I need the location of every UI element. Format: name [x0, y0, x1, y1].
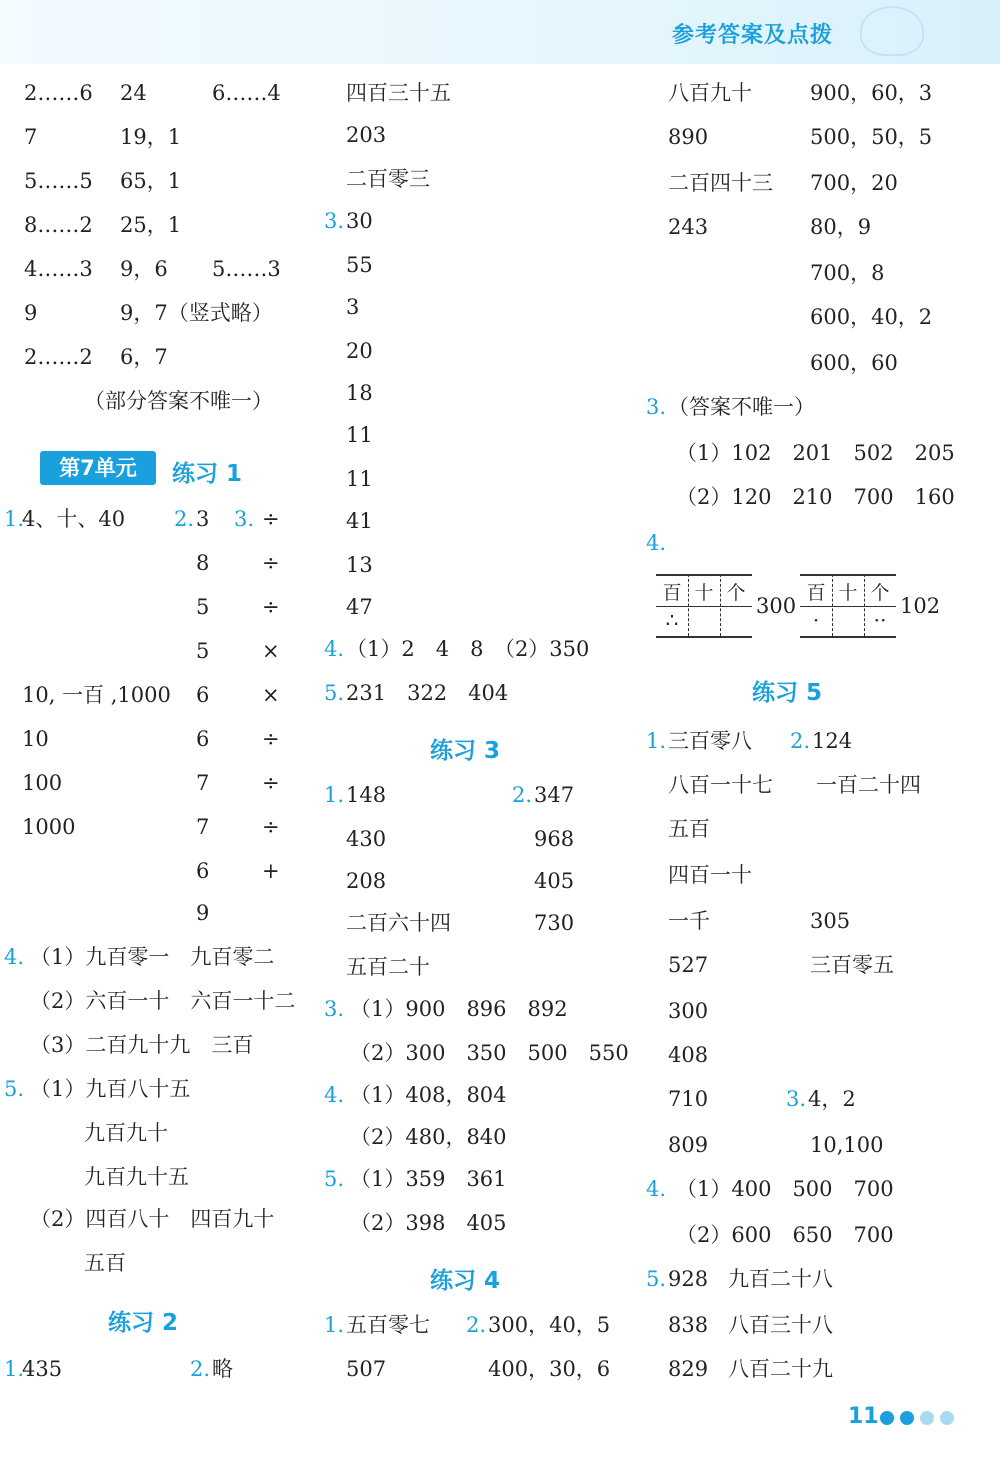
text-line: 65，1 — [120, 169, 182, 193]
text-line: 347 — [534, 783, 575, 807]
text-line: 5……3 — [212, 257, 281, 281]
question-number: 1. — [324, 1313, 345, 1337]
text-line: （1）2 4 8 （2）350 — [346, 637, 590, 661]
text-line: ÷ — [262, 507, 280, 531]
text-line: 4、十、40 — [22, 507, 126, 531]
text-line: 507 — [346, 1357, 387, 1381]
text-line: 500，50，5 — [810, 125, 933, 149]
text-line: 809 — [668, 1133, 709, 1157]
chart-rule — [800, 606, 896, 607]
question-number: 2. — [466, 1313, 487, 1337]
place-value-chart — [800, 574, 896, 638]
text-line: 243 — [668, 215, 709, 239]
text-line: （1）九百零一 九百零二 — [30, 945, 275, 969]
text-line: 100 — [22, 771, 63, 795]
page-header — [0, 0, 1000, 64]
text-line: 890 — [668, 125, 709, 149]
text-line: 九百九十 — [84, 1121, 168, 1145]
text-line: 730 — [534, 911, 575, 935]
text-line: 五百二十 — [346, 955, 430, 979]
question-number: 2. — [190, 1357, 211, 1381]
question-number: 1. — [4, 1357, 25, 1381]
place-value-answer: 300 — [756, 594, 797, 618]
text-line: 41 — [346, 509, 373, 533]
footer-dot — [920, 1411, 934, 1425]
footer-dot — [940, 1411, 954, 1425]
place-value-chart — [656, 574, 752, 638]
text-line: 408 — [668, 1043, 709, 1067]
text-line: 8 — [196, 551, 210, 575]
text-line: ÷ — [262, 551, 280, 575]
page-number: 11 — [848, 1404, 879, 1429]
text-line: 700，20 — [810, 171, 898, 195]
unit-badge: 第7单元 — [40, 451, 156, 485]
section-title-ex3: 练习 3 — [430, 738, 501, 764]
text-line: 四百一十 — [668, 863, 752, 887]
text-line: × — [262, 639, 280, 663]
header-decoration — [860, 6, 924, 56]
question-number: 5. — [324, 681, 345, 705]
text-line: 148 — [346, 783, 387, 807]
text-line: 五百 — [668, 817, 710, 841]
text-line: 二百六十四 — [346, 911, 451, 935]
place-value-answer: 102 — [900, 594, 941, 618]
text-line: （2）四百八十 四百九十 — [30, 1207, 275, 1231]
section-title-ex2: 练习 2 — [108, 1310, 179, 1336]
tens-header: 十 — [694, 582, 714, 604]
question-number: 1. — [4, 507, 25, 531]
question-number: 4. — [646, 531, 667, 555]
text-line: 一百二十四 — [816, 773, 921, 797]
text-line: 9，7（竖式略） — [120, 301, 273, 325]
text-line: 203 — [346, 123, 387, 147]
ones-header: 个 — [726, 582, 746, 604]
text-line: 47 — [346, 595, 373, 619]
question-number: 4. — [324, 1083, 345, 1107]
footer-dot — [900, 1411, 914, 1425]
text-line: 5 — [196, 639, 210, 663]
text-line: 25，1 — [120, 213, 182, 237]
text-line: 9 — [24, 301, 38, 325]
text-line: 四百三十五 — [346, 81, 451, 105]
text-line: 18 — [346, 381, 373, 405]
text-line: （答案不唯一） — [668, 395, 815, 419]
text-line: 124 — [812, 729, 853, 753]
chart-rule — [656, 606, 752, 607]
text-line: 八百一十七 — [668, 773, 773, 797]
text-line: （1）408，804 — [350, 1083, 507, 1107]
text-line: 400，30，6 — [488, 1357, 611, 1381]
question-number: 2. — [174, 507, 195, 531]
hundreds-header: 百 — [662, 582, 682, 604]
text-line: 208 — [346, 869, 387, 893]
text-line: 20 — [346, 339, 373, 363]
text-line: 11 — [346, 467, 373, 491]
text-line: 9 — [196, 901, 210, 925]
text-line: ÷ — [262, 771, 280, 795]
text-line: （1）359 361 — [350, 1167, 507, 1191]
question-number: 3. — [786, 1087, 807, 1111]
question-number: 3. — [234, 507, 255, 531]
hundreds-header: 百 — [806, 582, 826, 604]
text-line: 3 — [196, 507, 210, 531]
chart-rule — [656, 574, 752, 576]
text-line: （2）480，840 — [350, 1125, 507, 1149]
question-number: 3. — [646, 395, 667, 419]
text-line: （1）九百八十五 — [30, 1077, 191, 1101]
question-number: 5. — [324, 1167, 345, 1191]
text-line: 6 — [196, 727, 210, 751]
footer-dot — [880, 1411, 894, 1425]
text-line: （2）六百一十 六百一十二 — [30, 989, 296, 1013]
text-line: 3 — [346, 295, 360, 319]
text-line: 19，1 — [120, 125, 182, 149]
question-number: 4. — [4, 945, 25, 969]
text-line: （1）400 500 700 — [676, 1177, 894, 1201]
text-line: 5……5 — [24, 169, 93, 193]
text-line: 435 — [22, 1357, 63, 1381]
text-line: 300 — [668, 999, 709, 1023]
question-number: 3. — [324, 209, 345, 233]
text-line: 一千 — [668, 909, 710, 933]
question-number: 1. — [324, 783, 345, 807]
text-line: 略 — [212, 1357, 233, 1381]
section-title-ex4: 练习 4 — [430, 1268, 501, 1294]
text-line: 80，9 — [810, 215, 872, 239]
text-line: 10,100 — [810, 1133, 884, 1157]
text-line: ÷ — [262, 727, 280, 751]
question-number: 5. — [4, 1077, 25, 1101]
text-line: 305 — [810, 909, 851, 933]
text-line: 八百二十九 — [728, 1357, 833, 1381]
text-line: × — [262, 683, 280, 707]
text-line: 6，7 — [120, 345, 168, 369]
text-line: 6 — [196, 859, 210, 883]
chart-rule — [800, 574, 896, 576]
text-line: （1）102 201 502 205 — [676, 441, 955, 465]
text-line: （2）300 350 500 550 — [350, 1041, 629, 1065]
text-line: + — [262, 859, 280, 883]
text-line: 2……6 — [24, 81, 93, 105]
text-line: 五百 — [84, 1251, 126, 1275]
section-title-ex5: 练习 5 — [752, 680, 823, 706]
text-line: 三百零五 — [810, 953, 894, 977]
question-number: 1. — [646, 729, 667, 753]
text-line: 231 322 404 — [346, 681, 509, 705]
text-line: 527 — [668, 953, 709, 977]
question-number: 5. — [646, 1267, 667, 1291]
text-line: 55 — [346, 253, 373, 277]
text-line: （2）120 210 700 160 — [676, 485, 955, 509]
tens-header: 十 — [838, 582, 858, 604]
text-line: 八百三十八 — [728, 1313, 833, 1337]
text-line: 2……2 — [24, 345, 93, 369]
text-line: 968 — [534, 827, 575, 851]
text-line: （1）900 896 892 — [350, 997, 568, 1021]
text-line: ÷ — [262, 815, 280, 839]
text-line: （2）398 405 — [350, 1211, 507, 1235]
text-line: 710 — [668, 1087, 709, 1111]
text-line: 430 — [346, 827, 387, 851]
text-line: 10 — [22, 727, 49, 751]
text-line: 三百零八 — [668, 729, 752, 753]
text-line: 11 — [346, 423, 373, 447]
text-line: 二百四十三 — [668, 171, 773, 195]
ones-header: 个 — [870, 582, 890, 604]
section-title-ex1: 练习 1 — [172, 461, 243, 487]
text-line: 7 — [24, 125, 38, 149]
text-line: 九百二十八 — [728, 1267, 833, 1291]
text-line: 829 — [668, 1357, 709, 1381]
text-line: 600，60 — [810, 351, 898, 375]
text-line: 928 — [668, 1267, 709, 1291]
text-line: （3）二百九十九 三百 — [30, 1033, 254, 1057]
question-number: 3. — [324, 997, 345, 1021]
question-number: 2. — [512, 783, 533, 807]
text-line: 5 — [196, 595, 210, 619]
text-line: 7 — [196, 815, 210, 839]
text-line: 24 — [120, 81, 147, 105]
text-line: 6 — [196, 683, 210, 707]
bead-dots: · — [812, 608, 820, 632]
text-line: 4……3 — [24, 257, 93, 281]
bead-dots: ∴ — [665, 608, 679, 632]
text-line: 300，40，5 — [488, 1313, 611, 1337]
text-line: 二百零三 — [346, 167, 430, 191]
header-title: 参考答案及点拨 — [672, 23, 834, 48]
text-line: 6……4 — [212, 81, 281, 105]
text-line: （部分答案不唯一） — [84, 389, 273, 413]
text-line: 五百零七 — [346, 1313, 430, 1337]
text-line: 10, 一百 ,1000 — [22, 683, 171, 707]
text-line: 700，8 — [810, 261, 885, 285]
text-line: 405 — [534, 869, 575, 893]
text-line: ÷ — [262, 595, 280, 619]
chart-rule — [656, 636, 752, 638]
text-line: 838 — [668, 1313, 709, 1337]
text-line: 九百九十五 — [84, 1165, 189, 1189]
text-line: 900，60，3 — [810, 81, 933, 105]
text-line: 600，40，2 — [810, 305, 933, 329]
text-line: 1000 — [22, 815, 76, 839]
text-line: （2）600 650 700 — [676, 1223, 894, 1247]
bead-dots: ·· — [873, 608, 887, 632]
question-number: 4. — [324, 637, 345, 661]
question-number: 2. — [790, 729, 811, 753]
text-line: 4，2 — [808, 1087, 856, 1111]
question-number: 4. — [646, 1177, 667, 1201]
chart-rule — [800, 636, 896, 638]
text-line: 八百九十 — [668, 81, 752, 105]
text-line: 13 — [346, 553, 373, 577]
text-line: 8……2 — [24, 213, 93, 237]
text-line: 30 — [346, 209, 373, 233]
text-line: 7 — [196, 771, 210, 795]
text-line: 9，6 — [120, 257, 168, 281]
